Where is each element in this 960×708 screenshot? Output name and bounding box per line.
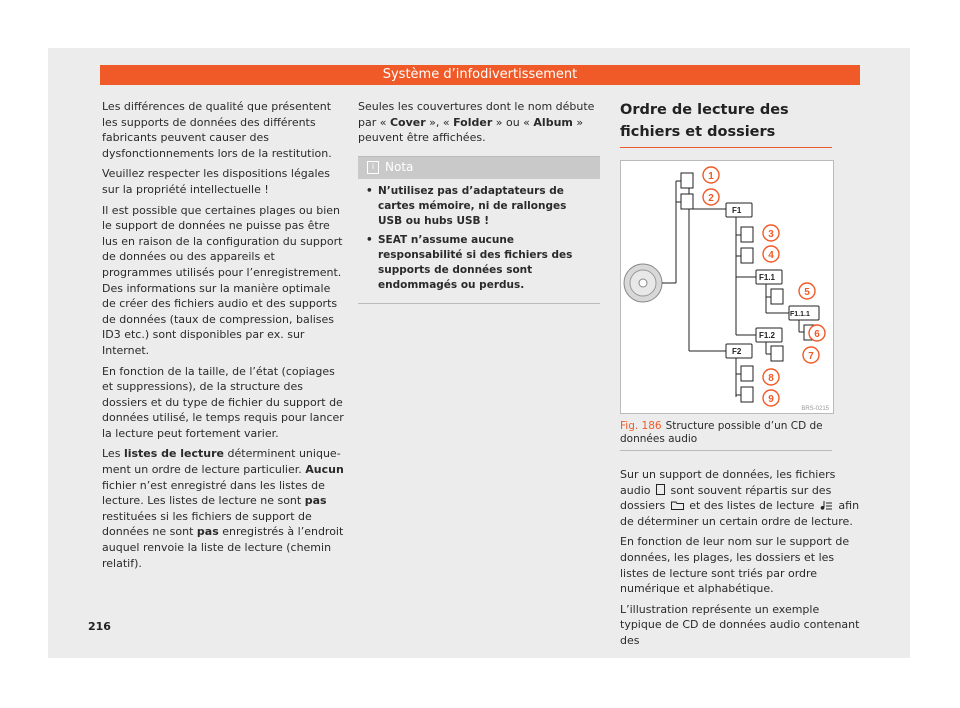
paragraph: En fonction de leur nom sur le support de données, les plages, les dossiers et les listes de lecture sont triés par ordre numérique et alphabétique.: [620, 535, 850, 596]
section-title: Ordre de lecture des fichiers et dossiers: [620, 99, 832, 148]
callout-8: 8: [768, 373, 774, 384]
paragraph: Les différences de qualité que présentent les supports de données des différents fabricants peuvent causer des dysfonctionnements lors de la restitution.: [102, 100, 332, 160]
folder-icon: [671, 500, 684, 510]
callout-1: 1: [708, 171, 714, 182]
folder-tree-diagram: [621, 161, 833, 413]
column-1: [102, 99, 344, 576]
file-icon: [656, 484, 665, 495]
callout-7: 7: [808, 351, 814, 362]
page-number: 216: [88, 620, 111, 633]
note-item: • SEAT n’assume aucune responsabilité si des fichiers des supports de données sont endommagés ou perdus.: [366, 233, 592, 293]
info-icon: i: [367, 161, 379, 174]
playlist-icon: [820, 500, 833, 510]
note-header: [358, 157, 600, 179]
column-3: [620, 99, 862, 654]
callout-9: 9: [768, 394, 774, 405]
folder-label-f2: F2: [732, 347, 742, 356]
figure-folder-structure: [620, 160, 834, 414]
note-box: [358, 156, 600, 304]
paragraph: En fonction de la taille, de l’état (copiages et suppressions), de la structure des dossiers et du type de fichier du support de données utilisé, le temps requis pour lancer la lecture peut fortement varier.: [102, 364, 344, 440]
paragraph: Veuillez respecter les dispositions légales sur la propriété intellectuelle !: [102, 167, 331, 196]
paragraph: Il est possible que certaines plages ou bien le support de données ne puisse pas être lus en raison de la configuration du support de données ou des appareils et programmes utilisés pour l’enregistrement. Des informations sur la manière optimale de créer des fichiers audio et des supports de données (taux de compression, balises ID3 etc.) sont disponibles par ex. sur Internet.: [102, 203, 343, 357]
note-item: • N’utilisez pas d’adaptateurs de cartes mémoire, ni de rallonges USB ou hubs USB !: [366, 184, 592, 229]
note-title: Nota: [385, 159, 414, 174]
figure-caption: [620, 420, 832, 451]
callout-2: 2: [708, 193, 714, 204]
paragraph: Seules les couvertures dont le nom débute par « Cover », « Folder » ou « Album » peuvent être affichées.: [358, 100, 595, 145]
callout-5: 5: [804, 287, 810, 298]
callout-4: 4: [768, 250, 774, 261]
column-2: [358, 99, 602, 304]
note-body: [358, 179, 600, 303]
paragraph: L’illustration représente un exemple typique de CD de données audio contenant des: [620, 602, 860, 647]
folder-label-f1-1-1: F1.1.1: [790, 311, 810, 318]
chapter-header: Système d’infodivertissement: [100, 65, 860, 85]
folder-label-f1: F1: [732, 206, 742, 215]
folder-label-f1-1: F1.1: [759, 273, 776, 282]
paragraph: Les listes de lecture déterminent uniquement un ordre de lecture particulier. Aucun fichier n’est enregistré dans les listes de lecture. Les listes de lecture ne sont pas restituées si les fichiers de support de données ne sont pas enregistrés à l’endroit auquel renvoie la liste de lecture (chemin relatif).: [102, 447, 344, 570]
paragraph: Sur un support de données, les fichiers audio sont souvent répartis sur des dossiers et des listes de lecture afin de déterminer un certain ordre de lecture.: [620, 468, 860, 528]
caption-text: Structure possible d’un CD de données audio: [620, 420, 823, 445]
folder-label-f1-2: F1.2: [759, 331, 776, 340]
figure-number: Fig. 186: [620, 420, 662, 432]
figure-code: BRS-0215: [801, 406, 829, 412]
callout-6: 6: [814, 329, 820, 340]
callout-3: 3: [768, 229, 774, 240]
